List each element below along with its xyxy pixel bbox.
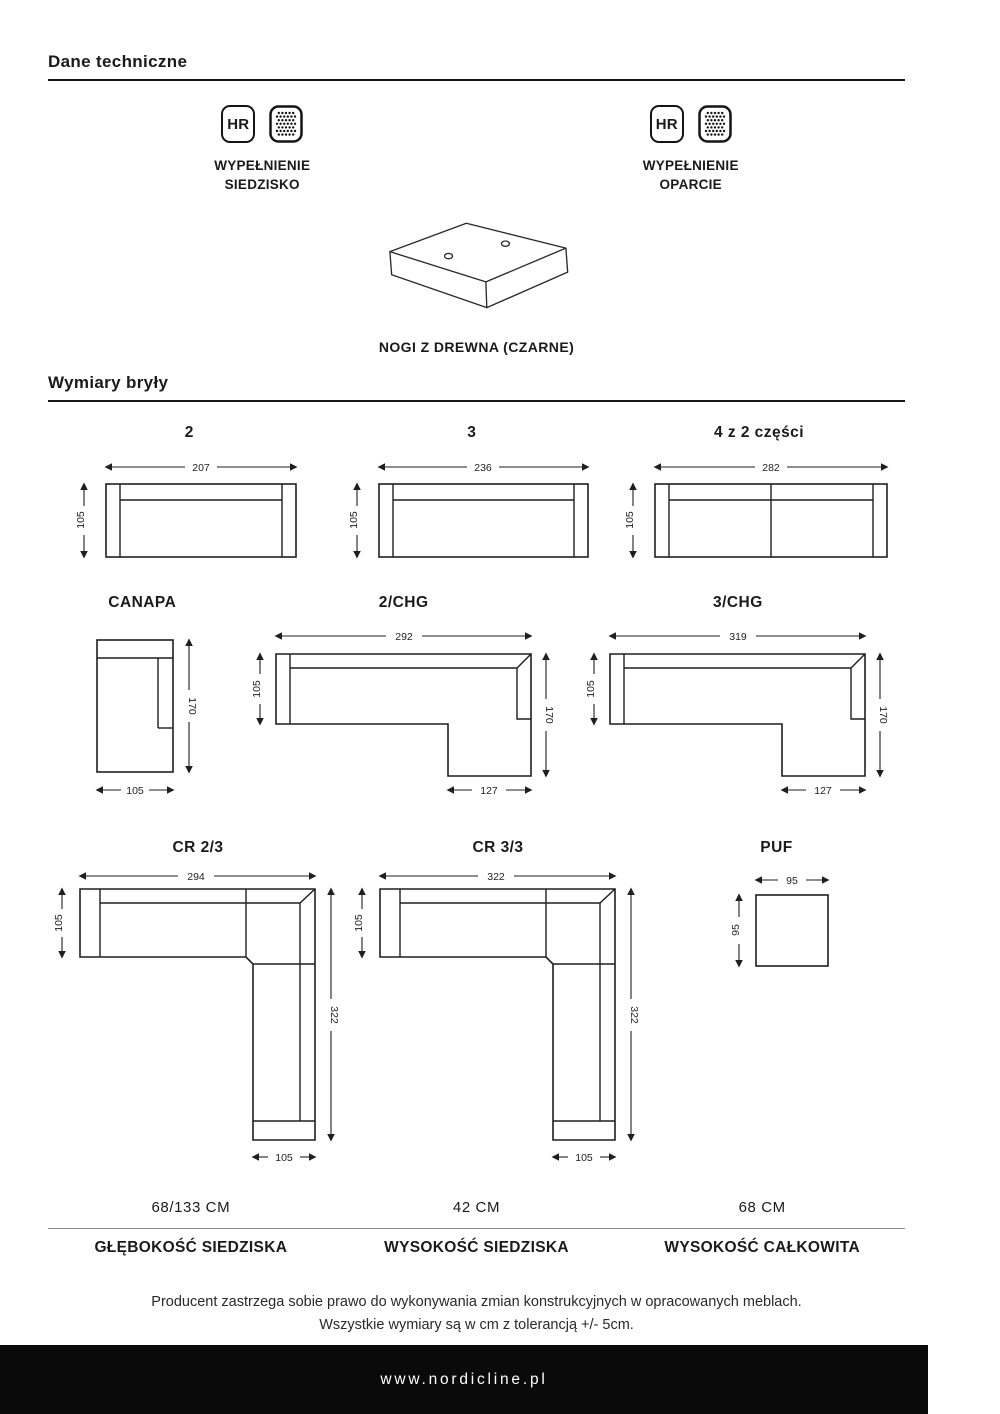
diagram-row-2 [48,594,905,809]
chg-2-corner-top-view-diagram [244,624,564,802]
stat-label-seat-depth: GŁĘBOKOŚĆ SIEDZISKA [94,1238,288,1256]
back-filling-group [477,105,906,195]
dim-chaise-width-label: 127 [814,784,832,797]
footer-bar [0,1345,928,1414]
dim-width-label: 282 [762,461,780,474]
stat-label-seat-height: WYSOKOŚĆ SIEDZISKA [384,1238,569,1256]
puf-top-view-diagram [712,869,842,984]
dim-body-depth-label: 105 [353,914,365,932]
back-filling-label [643,157,739,195]
dim-side-length-label: 322 [628,1006,640,1024]
seat-filling-label-line2: SIEDZISKO [224,176,300,192]
diagram-cell-cr33 [348,839,648,1169]
dim-arm-width-label: 105 [575,1151,593,1164]
stat-value-seat-height: 42 CM [452,1198,501,1216]
diagram-cell-3 [331,424,614,566]
diagram-label: PUF [760,838,793,856]
sofa-4-two-part-top-view-diagram [613,454,905,566]
diagram-cell-canapa [48,594,237,809]
dim-depth-label: 170 [186,697,199,715]
dim-depth-label: 105 [75,511,88,529]
dim-chaise-width-label: 127 [479,784,498,797]
hr-foam-icon: HR [650,105,684,143]
seat-filling-label-line1: WYPEŁNIENIE [214,158,311,173]
diagram-label: CR 3/3 [472,838,524,856]
stat-label-total-height: WYSOKOŚĆ CAŁKOWITA [664,1238,860,1256]
dim-body-depth-label: 105 [250,680,263,698]
diagram-label: CR 2/3 [172,838,224,856]
chg-3-corner-top-view-diagram [578,624,898,802]
dim-depth-label: 95 [729,923,742,936]
diagram-cell-2chg [237,594,571,802]
dim-arm-width-label: 105 [275,1151,293,1164]
summary-stats [48,1199,905,1257]
disclaimer [48,1291,905,1337]
foam-dots-icon [698,105,732,143]
filling-icons-row [48,105,905,195]
wooden-leg-figure [48,209,905,355]
dim-depth-label: 105 [624,511,636,529]
diagram-cell-4z2 [613,424,905,566]
section-title-dimensions: Wymiary bryły [48,372,169,392]
stats-labels-row [48,1239,905,1257]
dim-side-length-label: 322 [328,1006,340,1024]
dim-width-label: 292 [394,630,413,643]
dim-width-label: 319 [729,630,747,643]
diagram-row-3 [48,839,905,1169]
stat-value-seat-depth: 68/133 CM [151,1198,231,1216]
back-filling-label-line2: OPARCIE [659,176,722,192]
diagram-label: 4 z 2 części [713,423,805,441]
footer-url: www.nordicline.pl [380,1370,548,1388]
diagram-label: 3 [467,423,477,441]
section-title-technical-data: Dane techniczne [48,52,188,71]
diagram-cell-puf [648,839,905,984]
dim-depth-label: 105 [347,511,360,529]
diagram-cell-2 [48,424,331,566]
dim-width-label: 95 [785,874,798,887]
section-divider [48,400,905,402]
foam-dots-icon [269,105,303,143]
dim-width-label: 322 [487,870,505,883]
sofa-2-top-view-diagram [64,454,314,566]
dim-width-label: 236 [473,461,492,474]
disclaimer-line2: Wszystkie wymiary są w cm z tolerancją +/- 5cm. [319,1316,634,1333]
diagram-label: 2 [184,423,194,441]
dim-width-label: 207 [192,461,211,474]
sofa-3-top-view-diagram [337,454,607,566]
section-divider [48,79,905,81]
legs-caption: NOGI Z DREWNA (CZARNE) [378,338,575,355]
diagram-cell-cr23 [48,839,348,1169]
diagram-cell-3chg [571,594,905,802]
dim-total-depth-label: 170 [876,706,889,724]
diagram-label: 3/CHG [713,593,763,611]
dim-total-depth-label: 170 [542,706,555,724]
stat-value-total-height: 68 CM [738,1198,786,1216]
seat-filling-label [214,157,310,195]
dim-width-label: 294 [187,870,205,883]
back-filling-label-line1: WYPEŁNIENIE [642,158,739,173]
cr-2-3-corner-top-view-diagram [48,869,348,1169]
seat-filling-group [48,105,477,195]
diagram-label: CANAPA [108,593,177,611]
dim-body-depth-label: 105 [584,680,597,698]
hr-foam-icon: HR [221,105,255,143]
diagram-label: 2/CHG [378,593,429,611]
stats-values-row [48,1199,905,1216]
canapa-top-view-diagram [67,624,217,809]
wooden-leg-isometric-drawing [370,209,584,329]
stats-divider [48,1228,905,1229]
cr-3-3-corner-top-view-diagram [348,869,648,1169]
dim-width-label: 105 [126,784,145,797]
dim-body-depth-label: 105 [53,914,65,932]
disclaimer-line1: Producent zastrzega sobie prawo do wykonywania zmian konstrukcyjnych w opracowanych meblach. [151,1293,802,1310]
diagram-row-1 [48,424,905,566]
